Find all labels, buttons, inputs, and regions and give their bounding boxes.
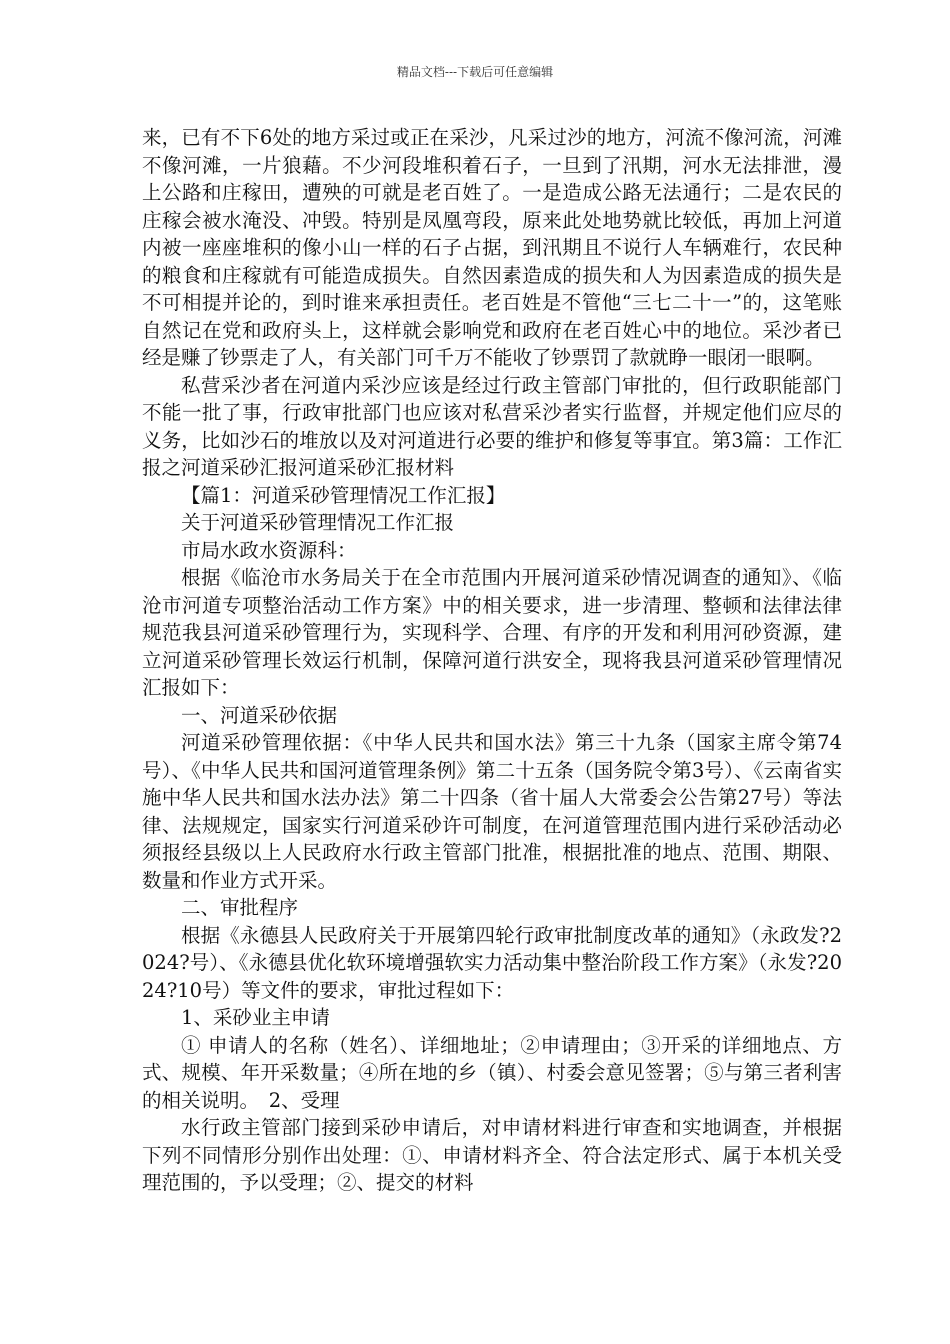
paragraph: 私营采沙者在河道内采沙应该是经过行政主管部门审批的，但行政职能部门不能一批了事，行政审批部门也应该对私营采沙者实行监督，并规定他们应尽的义务，比如沙石的堆放以及对河道进行必要的维护和修复等事宜。第3篇：工作汇报之河道采砂汇报河道采砂汇报材料 (142, 373, 842, 479)
paragraph: 根据《临沧市水务局关于在全市范围内开展河道采砂情况调查的通知》、《临沧市河道专项整治活动工作方案》中的相关要求，进一步清理、整顿和法律法律规范我县河道采砂管理行为，实现科学、合理、有序的开发和利用河砂资源，建立河道采砂管理长效运行机制，保障河道行洪安全，现将我县河道采砂管理情况汇报如下： (142, 566, 842, 699)
paragraph: 根据《永德县人民政府关于开展第四轮行政审批制度改革的通知》（永政发?2024?号）、《永德县优化软环境增强软实力活动集中整治阶段工作方案》（永发?2024?10号）等文件的要求，审批过程如下： (142, 923, 842, 1002)
section-heading: 二、审批程序 (181, 896, 299, 919)
report-title: 关于河道采砂管理情况工作汇报 (181, 511, 455, 534)
paragraph: ① 申请人的名称（姓名）、详细地址；②申请理由；③开采的详细地点、方式、规模、年开采数量；④所在地的乡（镇）、村委会意见签署；⑤与第三者利害的相关说明。 2、受理 (142, 1033, 842, 1112)
document-body (142, 124, 842, 1197)
section-heading: 一、河道采砂依据 (181, 703, 338, 727)
paragraph: 来，已有不下6处的地方采过或正在采沙，凡采过沙的地方，河流不像河流，河滩不像河滩，一片狼藉。不少河段堆积着石子，一旦到了汛期，河水无法排泄，漫上公路和庄稼田，遭殃的可就是老百姓了。一是造成公路无法通行；二是农民的庄稼会被水淹没、冲毁。特别是凤凰弯段，原来此处地势就比较低，再加上河道内被一座座堆积的像小山一样的石子占据，到汛期且不说行人车辆难行，农民种的粮食和庄稼就有可能造成损失。自然因素造成的损失和人为因素造成的损失是不可相提并论的，到时谁来承担责任。老百姓是不管他“三七二十一”的，这笔账自然记在党和政府头上，这样就会影响党和政府在老百姓心中的地位。采沙者已经是赚了钞票走了人，有关部门可千万不能收了钞票罚了款就睁一眼闭一眼啊。 (142, 126, 842, 369)
page-header: 精品文档---下载后可任意编辑 (396, 65, 554, 79)
recipient-line: 市局水政水资源科： (181, 538, 357, 562)
section-heading: 【篇1：河道采砂管理情况工作汇报】 (181, 483, 506, 507)
paragraph: 河道采砂管理依据：《中华人民共和国水法》第三十九条（国家主席令第74号）、《中华人民共和国河道管理条例》第二十五条（国务院令第3号）、《云南省实施中华人民共和国水法办法》第二十四条（省十届人大常委会公告第27号）等法律、法规规定，国家实行河道采砂许可制度，在河道管理范围内进行采砂活动必须报经县级以上人民政府水行政主管部门批准，根据批准的地点、范围、期限、数量和作业方式开采。 (142, 731, 842, 892)
paragraph: 水行政主管部门接到采砂申请后，对申请材料进行审查和实地调查，并根据下列不同情形分别作出处理：①、申请材料齐全、符合法定形式、属于本机关受理范围的，予以受理；②、提交的材料 (142, 1116, 842, 1194)
subsection-heading: 1、采砂业主申请 (181, 1006, 330, 1029)
